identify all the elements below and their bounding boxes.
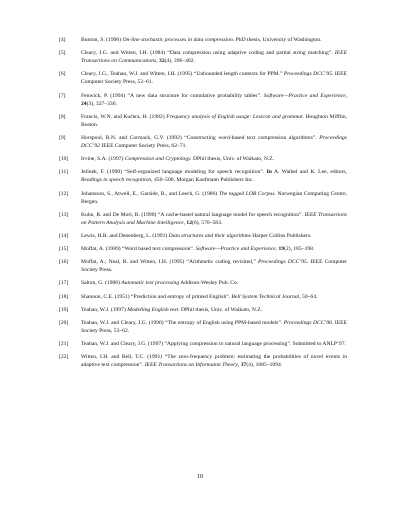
reference-title-italic: Readings in speech recognition <box>81 177 152 184</box>
reference-text-segment: DPhil thesis, Univ. of Waikato, N.Z. <box>179 306 263 313</box>
reference-text-segment: Jelinek, F. (1990) “Self-organized language modeling for speech recognition”. <box>81 169 267 176</box>
reference-text <box>81 353 347 369</box>
reference-text-segment: Salton, G. (1988) <box>81 280 122 287</box>
reference-text <box>81 49 347 65</box>
reference-text-segment: Kuhn, R. and De Mori, R. (1990) “A cache-based natural language model for speech recognition”. <box>81 211 305 218</box>
reference-text-segment: (4), 1085–1094. <box>246 362 283 369</box>
reference-entry <box>59 155 347 163</box>
reference-text-segment: , <box>275 246 279 253</box>
reference-entry <box>59 211 347 227</box>
reference-text-segment: Johansson, S., Atwell, E., Garside, R., and Leech, G. (1986) <box>81 190 219 197</box>
reference-entry <box>59 36 347 44</box>
reference-text-segment: Houghton Mifflin, Boston. <box>81 113 348 128</box>
reference-text-segment: Teahan, W.J. (1997) <box>81 306 128 313</box>
reference-title-italic: The tagged LOB Corpus. <box>218 190 276 197</box>
reference-entry <box>59 113 347 129</box>
reference-title-italic: Proceedings DCC’96 <box>283 320 332 326</box>
reference-title-italic: Bell System Technical Journal <box>231 293 300 300</box>
page-number: 10 <box>196 473 204 480</box>
reference-title-italic: Compression and Cryptology. <box>124 156 192 163</box>
reference-text-segment: Witten, I.H. and Bell, T.C. (1991) “The zero-frequency problem: estimating the probabilities of novel events in adaptive text compression”. <box>81 354 347 369</box>
reference-text-segment: Teahan, W.J. and Cleary, J.G. (1996) “The entropy of English using PPM-based models”. <box>81 320 284 326</box>
reference-text <box>81 168 347 184</box>
reference-text <box>81 92 347 108</box>
reference-text <box>81 211 347 227</box>
reference-number: [15] <box>59 246 69 253</box>
reference-text-segment: (4), 396–402. <box>164 58 195 65</box>
reference-text-segment: , <box>237 362 241 369</box>
reference-text-segment: Irvine, S.A. (1997) <box>81 156 125 163</box>
reference-text-segment: DPhil thesis, Univ. of Waikato, N.Z. <box>191 156 275 163</box>
reference-text <box>81 293 347 301</box>
reference-text <box>81 70 347 86</box>
reference-entry <box>59 49 347 65</box>
reference-title-italic: Software—Practice and Experience <box>195 246 276 253</box>
reference-number: [20] <box>59 320 69 326</box>
reference-title-italic: Data structures and their algorithms <box>168 232 251 239</box>
reference-text <box>81 245 347 253</box>
reference-text-segment: , 450–506. Morgan Kaufmann Publishers Inc. <box>151 177 254 184</box>
reference-entry <box>59 279 347 287</box>
reference-text-segment: Horspool, R.N. and Cormack, G.V. (1992) “Constructing word-based text compression algorithms”. <box>81 134 320 141</box>
reference-volume: 12 <box>186 219 192 226</box>
reference-text <box>81 155 347 163</box>
reference-entry <box>59 232 347 240</box>
reference-text <box>81 319 347 335</box>
reference-text-segment: Shannon, C.E. (1951) “Prediction and entropy of printed English”. <box>81 293 232 300</box>
reference-text <box>81 190 347 206</box>
reference-text-segment: IEEE Computer Society Press, 62–71. <box>99 142 187 149</box>
reference-volume: 32 <box>159 58 165 65</box>
reference-text-segment: . IEEE Computer Society Press. <box>81 259 347 274</box>
reference-text-segment: . IEEE Computer Society Press, 52–61. <box>81 71 347 86</box>
reference-entry <box>59 92 347 108</box>
reference-text <box>81 134 347 150</box>
reference-title-italic: On-line stochastic processes in data compression. <box>122 37 235 43</box>
reference-text-segment: , 50–64. <box>299 293 318 300</box>
reference-text-segment: (3), 327–336. <box>86 100 117 107</box>
reference-title-italic: IEEE Transactions on Communications <box>81 50 347 65</box>
reference-text-segment: Francis, W.N. and Kučera, H. (1982) <box>81 113 167 120</box>
reference-text-segment: Fenwick, P. (1994) “A new data structure for cumulative probability tables”. <box>81 92 264 99</box>
reference-number: [18] <box>59 293 69 300</box>
reference-volume: 37 <box>240 362 247 369</box>
reference-text-segment: Harper Collins Publishers. <box>250 232 312 239</box>
reference-number: [8] <box>59 113 66 120</box>
reference-title-italic: Proceedings DCC’92 <box>81 134 347 149</box>
reference-entry <box>59 353 347 369</box>
reference-volume: 24 <box>81 100 87 107</box>
reference-text <box>81 258 347 274</box>
reference-text-segment: Moffat, A. (1989) “Word based text compression”. <box>81 246 196 253</box>
reference-text-segment: (6), 570–583. <box>191 219 223 226</box>
reference-text <box>81 36 347 44</box>
reference-title-italic: IEEE Transactions on Pattern Analysis and Machine Intelligence <box>81 211 347 226</box>
reference-title-italic: Proceedings DCC’95 <box>257 259 307 266</box>
reference-title-italic: Software—Practice and Experience <box>263 92 346 99</box>
reference-number: [7] <box>59 92 66 99</box>
reference-text-segment: , <box>183 219 187 226</box>
reference-text-segment: Cleary, J.G., Teahan, W.J. and Witten, I.H. (1995) “Unbounded length contexts for PPM.” <box>81 71 284 78</box>
reference-number: [12] <box>59 190 69 197</box>
reference-number: [13] <box>59 211 69 218</box>
reference-entry <box>59 190 347 206</box>
reference-text-segment: Teahan, W.J. and Cleary, J.G. (1997) “Applying compression to natural language processing”. Submitted to ANLP’97. <box>81 341 346 348</box>
reference-list <box>59 36 347 375</box>
reference-entry <box>59 340 347 348</box>
reference-number: [10] <box>59 156 69 163</box>
reference-text-segment: , <box>345 92 347 99</box>
reference-number: [17] <box>59 280 69 287</box>
reference-text-segment: Addison-Wesley Pub. Co. <box>179 280 239 287</box>
reference-entry <box>59 245 347 253</box>
reference-entry <box>59 319 347 335</box>
reference-text-segment: , <box>156 58 160 65</box>
reference-number: [6] <box>59 71 66 78</box>
reference-text-segment: Bunton, S. (1996) <box>81 37 123 43</box>
reference-text-segment: A. Waibel and K. Lee, editors, <box>271 169 347 176</box>
reference-text <box>81 279 347 287</box>
reference-text-segment: Norwegian Computing Centre, Bergen. <box>81 190 347 205</box>
reference-text <box>81 232 347 240</box>
reference-title-italic: Proceedings DCC’95 <box>283 71 333 78</box>
reference-text <box>81 113 347 129</box>
reference-title-italic: Frequency analysis of English usage: Lexicon and grammar. <box>166 113 304 120</box>
reference-entry <box>59 258 347 274</box>
reference-title-italic: IEEE Transactions on Informaton Theory <box>144 362 238 369</box>
reference-number: [4] <box>59 37 66 43</box>
reference-volume: In <box>266 169 272 176</box>
reference-text <box>81 306 347 314</box>
reference-text-segment: (2), 185–198. <box>284 246 315 253</box>
reference-number: [5] <box>59 50 66 57</box>
reference-title-italic: Automatic text processing <box>121 280 180 287</box>
reference-number: [21] <box>59 341 69 348</box>
reference-number: [16] <box>59 259 69 266</box>
reference-number: [19] <box>59 306 69 313</box>
reference-number: [22] <box>59 354 69 361</box>
reference-entry <box>59 70 347 86</box>
reference-text-segment: Moffat, A., Neal, R. and Witten, I.H. (1995) “Arithmetic coding revisited,” <box>81 259 258 266</box>
reference-title-italic: Modelling English text. <box>127 306 180 313</box>
reference-number: [14] <box>59 232 69 239</box>
reference-number: [9] <box>59 134 66 141</box>
reference-text-segment: PhD thesis, University of Washington. <box>234 37 322 43</box>
reference-text-segment: Cleary, J.G. and Witten, I.H. (1984) “Data compression using adaptive coding and partial string matching”. <box>81 50 335 57</box>
reference-number: [11] <box>59 169 69 176</box>
reference-volume: 19 <box>278 246 285 253</box>
reference-entry <box>59 293 347 301</box>
reference-text-segment: . IEEE Society Press, 53–62. <box>81 320 347 334</box>
reference-entry <box>59 134 347 150</box>
reference-text-segment: Lewis, H.R. and Denenberg, L. (1991) <box>81 232 169 239</box>
reference-text <box>81 340 347 348</box>
reference-entry <box>59 168 347 184</box>
reference-entry <box>59 306 347 314</box>
